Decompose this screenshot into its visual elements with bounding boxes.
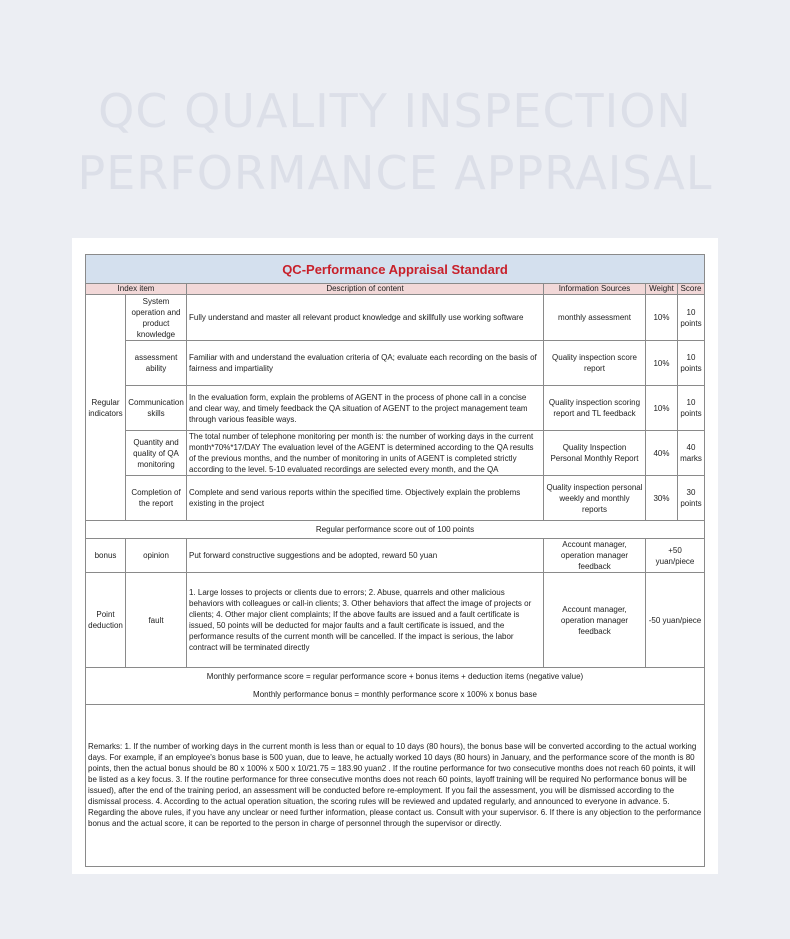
row-weight: 30%	[646, 476, 678, 521]
row-description: Fully understand and master all relevant product knowledge and skillfully use working software	[187, 295, 544, 341]
row-item: System operation and product knowledge	[126, 295, 187, 341]
deduction-group-label: Point deduction	[86, 573, 126, 668]
remarks-text: Remarks: 1. If the number of working days in the current month is less than or equal to 10 days (80 hours), the bonus base will be converted according to the actual working days. For example, if an employee's bonus base is 500 yuan, due to leave, he actually worked 10 days (80 hours) in January, and the performance score of the month is 80 points, then the actual bonus should be 80 x 100% x 500 x 10/21.75 = 183.90 yuan2 . If the routine performance for two consecutive months does not reach 60 points, it will be listed as a key focus. 3. If the routine performance for three consecutive months does not reach 60 points, layoff training will be required No performance bonus will be issued), after the end of the training period, an assessment will be conducted before re-employment. If you fail the assessment, you will be dismissed according to the dismissal process. 4. According to the actual operation situation, the scoring rules will be reviewed and updated regularly, and announced to everyone in advance. 5. Regarding the above rules, if you have any unclear or need further information, please contact us. Consult with your supervisor. 6. If there is any objection to the performance bonus and the actual score, it can be reported to the person in charge of personnel through the supervisor or directly.	[86, 705, 705, 867]
row-weight: 10%	[646, 341, 678, 386]
regular-summary: Regular performance score out of 100 points	[86, 521, 705, 539]
row-source: Quality Inspection Personal Monthly Report	[544, 431, 646, 476]
row-weight: 10%	[646, 295, 678, 341]
row-source: Quality inspection score report	[544, 341, 646, 386]
row-score: 10 points	[678, 341, 705, 386]
header-description: Description of content	[187, 284, 544, 295]
header-score: Score	[678, 284, 705, 295]
row-score: 40 marks	[678, 431, 705, 476]
deduction-value: -50 yuan/piece	[646, 573, 705, 668]
appraisal-table	[85, 254, 705, 867]
row-item: Communication skills	[126, 386, 187, 431]
bonus-value: +50 yuan/piece	[646, 539, 705, 573]
row-weight: 10%	[646, 386, 678, 431]
deduction-row	[86, 573, 705, 668]
table-header-row	[86, 284, 705, 295]
row-source: monthly assessment	[544, 295, 646, 341]
row-source: Quality inspection personal weekly and monthly reports	[544, 476, 646, 521]
row-description: Familiar with and understand the evaluation criteria of QA; evaluate each recording on the basis of fairness and impartiality	[187, 341, 544, 386]
row-description: The total number of telephone monitoring per month is: the number of working days in the current month*70%*17/DAY The evaluation level of the AGENT is determined according to the QA results of the previous months, and the number of monitoring in units of AGENT is completed strictly according to the level. 5-10 evaluated recordings are selected every month, and the QA	[187, 431, 544, 476]
table-row	[86, 341, 705, 386]
table-row	[86, 295, 705, 341]
bonus-description: Put forward constructive suggestions and be adopted, reward 50 yuan	[187, 539, 544, 573]
bonus-source: Account manager, operation manager feedback	[544, 539, 646, 573]
table-title: QC-Performance Appraisal Standard	[86, 255, 705, 284]
bonus-item: opinion	[126, 539, 187, 573]
row-score: 30 points	[678, 476, 705, 521]
table-row	[86, 386, 705, 431]
table-row	[86, 476, 705, 521]
hero-title	[0, 80, 790, 204]
row-description: In the evaluation form, explain the problems of AGENT in the process of phone call in a concise and clear way, and timely feedback the QA situation of AGENT to the project management team through various feasible ways.	[187, 386, 544, 431]
formula-row	[86, 668, 705, 705]
row-item: assessment ability	[126, 341, 187, 386]
row-item: Completion of the report	[126, 476, 187, 521]
monthly-score-formula: Monthly performance score = regular performance score + bonus items + deduction items (negative value)	[206, 672, 584, 681]
bonus-group-label: bonus	[86, 539, 126, 573]
row-source: Quality inspection scoring report and TL feedback	[544, 386, 646, 431]
deduction-description: 1. Large losses to projects or clients due to errors; 2. Abuse, quarrels and other malicious behaviors with colleagues or call-in clients; 3. Other behaviors that affect the image of projects or clients; 4. Other major client complaints; If the above faults are issued and a fault certificate is issued, 50 points will be deducted for major faults and a fault certificate is issued, and the performance results of the current month will be cancelled. If the impact is serious, the labor contract will be terminated directly	[187, 573, 544, 668]
hero-title-line-1: QC QUALITY INSPECTION	[98, 84, 692, 138]
formula-cell	[86, 668, 705, 705]
summary-row	[86, 521, 705, 539]
table-row	[86, 431, 705, 476]
header-sources: Information Sources	[544, 284, 646, 295]
monthly-bonus-formula: Monthly performance bonus = monthly performance score x 100% x bonus base	[253, 690, 537, 699]
hero-title-line-2: PERFORMANCE APPRAISAL	[77, 146, 713, 200]
row-score: 10 points	[678, 295, 705, 341]
bonus-row	[86, 539, 705, 573]
row-score: 10 points	[678, 386, 705, 431]
remarks-row	[86, 705, 705, 867]
deduction-item: fault	[126, 573, 187, 668]
header-weight: Weight	[646, 284, 678, 295]
row-weight: 40%	[646, 431, 678, 476]
deduction-source: Account manager, operation manager feedback	[544, 573, 646, 668]
row-item: Quantity and quality of QA monitoring	[126, 431, 187, 476]
regular-group-label: Regular indicators	[86, 295, 126, 521]
header-index-item: Index item	[86, 284, 187, 295]
row-description: Complete and send various reports within the specified time. Objectively explain the problems existing in the project	[187, 476, 544, 521]
